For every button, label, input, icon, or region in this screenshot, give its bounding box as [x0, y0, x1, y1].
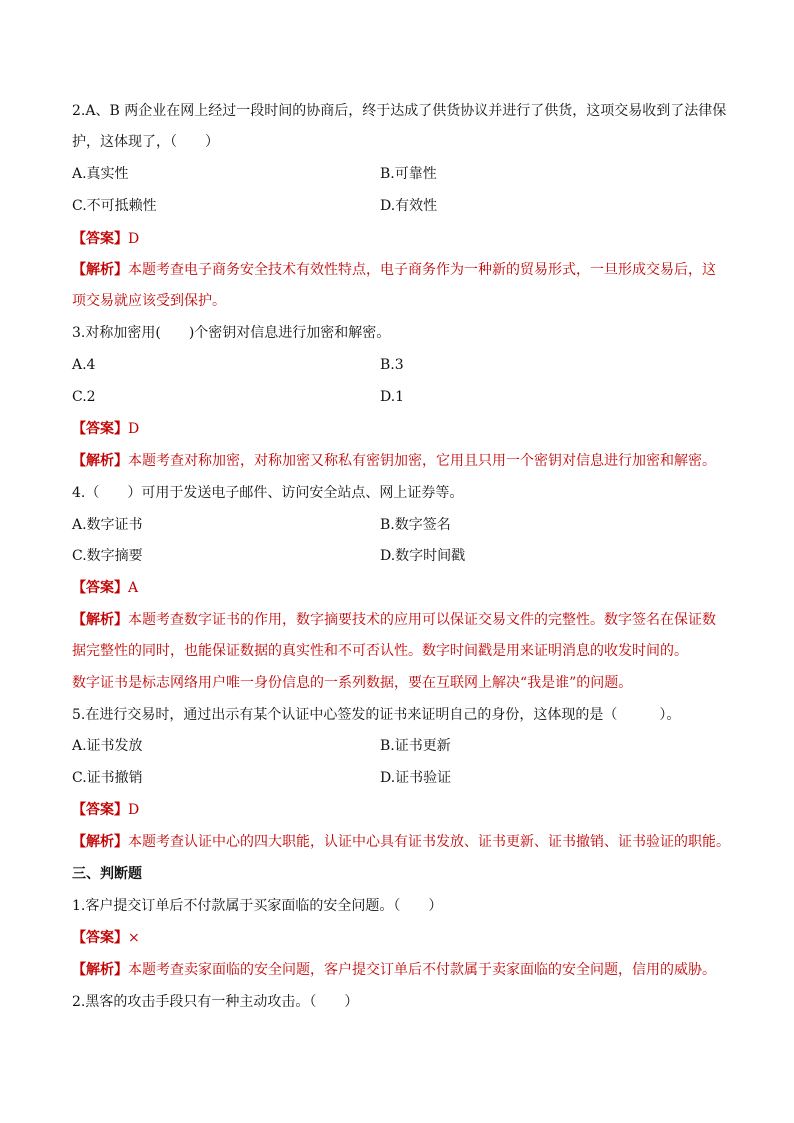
analysis-label: 【解析】 — [72, 262, 128, 278]
question-2-analysis-line-1 — [72, 259, 732, 281]
analysis-text: 本题考查认证中心的四大职能，认证中心具有证书发放、证书更新、证书撤销、证书验证的职能。 — [128, 834, 730, 850]
question-2-option-d: D.有效性 — [380, 198, 438, 214]
judge-1-answer — [72, 927, 732, 949]
question-5-stem: 5.在进行交易时，通过出示有某个认证中心签发的证书来证明自己的身份，这体现的是（ ）。 — [72, 707, 681, 723]
analysis-label: 【解析】 — [72, 612, 128, 628]
question-3-stem: 3.对称加密用( )个密钥对信息进行加密和解密。 — [72, 325, 391, 341]
analysis-label: 【解析】 — [72, 962, 128, 978]
question-5-analysis-line-1 — [72, 831, 732, 853]
question-2-option-c: C.不可抵赖性 — [72, 198, 157, 214]
analysis-text: 本题考查对称加密，对称加密又称私有密钥加密，它用且只用一个密钥对信息进行加密和解密。 — [128, 453, 716, 469]
answer-value: × — [128, 930, 140, 946]
question-4-option-b: B.数字签名 — [380, 517, 451, 533]
question-3-option-d: D.1 — [380, 389, 405, 405]
answer-label: 【答案】 — [72, 421, 128, 437]
analysis-label: 【解析】 — [72, 453, 128, 469]
question-5-option-c: C.证书撤销 — [72, 770, 143, 786]
answer-value: D — [128, 231, 140, 247]
answer-label: 【答案】 — [72, 580, 128, 596]
question-5-option-b: B.证书更新 — [380, 738, 451, 754]
question-2-analysis-line-2: 项交易就应该受到保护。 — [72, 293, 226, 309]
question-2-stem-line-2: 护，这体现了，（ ） — [72, 134, 219, 150]
judge-1-analysis-line-1 — [72, 959, 732, 981]
question-2-option-b: B.可靠性 — [380, 166, 437, 182]
question-5-answer — [72, 799, 732, 821]
question-2-option-a: A.真实性 — [72, 166, 129, 182]
analysis-text: 本题考查电子商务安全技术有效性特点，电子商务作为一种新的贸易形式，一旦形成交易后，这 — [128, 262, 716, 278]
question-4-analysis-line-2: 据完整性的同时，也能保证数据的真实性和不可否认性。数字时间戳是用来证明消息的收发时间的。 — [72, 643, 688, 659]
question-5-option-d: D.证书验证 — [380, 770, 452, 786]
section-title: 三、判断题 — [72, 866, 142, 882]
question-3-analysis-line-1 — [72, 450, 732, 472]
answer-value: A — [128, 580, 139, 596]
question-4-answer — [72, 577, 732, 599]
question-4-option-c: C.数字摘要 — [72, 548, 143, 564]
question-4-stem: 4.（ ）可用于发送电子邮件、访问安全站点、网上证券等。 — [72, 485, 464, 501]
answer-label: 【答案】 — [72, 231, 128, 247]
question-2-stem-line-1: 2.A、B 两企业在网上经过一段时间的协商后，终于达成了供货协议并进行了供货，这项交易收到了法律保 — [72, 103, 727, 119]
analysis-text: 本题考查卖家面临的安全问题，客户提交订单后不付款属于卖家面临的安全问题，信用的威胁。 — [128, 962, 716, 978]
question-4-option-a: A.数字证书 — [72, 517, 143, 533]
question-4-option-d: D.数字时间戳 — [380, 548, 466, 564]
answer-label: 【答案】 — [72, 802, 128, 818]
question-3-answer — [72, 418, 732, 440]
question-2-answer — [72, 228, 732, 250]
question-3-option-c: C.2 — [72, 389, 96, 405]
answer-label: 【答案】 — [72, 930, 128, 946]
judge-2-stem: 2.黑客的攻击手段只有一种主动攻击。（ ） — [72, 994, 359, 1010]
question-3-option-a: A.4 — [72, 357, 96, 373]
question-4-analysis-line-3: 数字证书是标志网络用户唯一身份信息的一系列数据，要在互联网上解决“我是谁”的问题。 — [72, 675, 633, 691]
answer-value: D — [128, 802, 140, 818]
question-4-analysis-line-1 — [72, 609, 732, 631]
judge-1-stem: 1.客户提交订单后不付款属于买家面临的安全问题。（ ） — [72, 898, 443, 914]
question-5-option-a: A.证书发放 — [72, 738, 143, 754]
question-3-option-b: B.3 — [380, 357, 404, 373]
analysis-text: 本题考查数字证书的作用，数字摘要技术的应用可以保证交易文件的完整性。数字签名在保证数 — [128, 612, 716, 628]
analysis-label: 【解析】 — [72, 834, 128, 850]
answer-value: D — [128, 421, 140, 437]
